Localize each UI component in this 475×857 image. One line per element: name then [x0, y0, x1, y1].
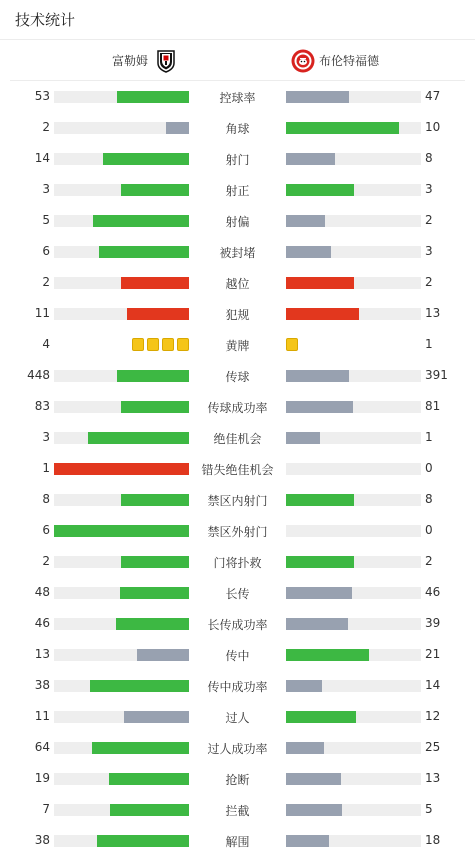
away-bar-track: [286, 401, 421, 413]
home-bar: [109, 773, 189, 785]
away-value: 13: [425, 306, 441, 320]
away-bar-track: [286, 91, 421, 103]
stat-label: 被封堵: [219, 246, 256, 260]
yellow-card-icon: [147, 338, 159, 351]
home-value: 5: [42, 213, 50, 227]
stat-row: [0, 268, 475, 299]
home-bar: [117, 370, 189, 382]
home-bar: [166, 122, 189, 134]
away-bar-track: [286, 649, 421, 661]
home-bar-track: [54, 122, 189, 134]
home-bar-track: [54, 432, 189, 444]
stat-label: 黄牌: [225, 339, 250, 353]
home-value: 13: [34, 647, 50, 661]
away-value: 10: [425, 120, 441, 134]
away-value: 46: [425, 585, 441, 599]
away-bar-track: [286, 370, 421, 382]
home-bar: [103, 153, 189, 165]
away-value: 0: [425, 461, 433, 475]
home-bar: [92, 742, 189, 754]
home-bar: [127, 308, 189, 320]
away-value: 2: [425, 213, 433, 227]
home-bar-track: [54, 742, 189, 754]
stat-label: 禁区外射门: [207, 525, 268, 539]
stat-row: [0, 764, 475, 795]
stat-row: [0, 671, 475, 702]
teams-header: [10, 40, 465, 81]
stat-row: [0, 454, 475, 485]
home-team[interactable]: [112, 48, 178, 73]
home-bar: [121, 184, 189, 196]
home-bar: [121, 401, 189, 413]
away-bar-track: [286, 432, 421, 444]
stat-label: 角球: [225, 122, 250, 136]
home-value: 448: [27, 368, 50, 382]
away-bar: [286, 246, 331, 258]
home-team-name: 富勒姆: [111, 54, 148, 68]
home-value: 53: [34, 89, 50, 103]
home-value: 8: [42, 492, 50, 506]
home-value: 3: [42, 182, 50, 196]
stat-row: [0, 206, 475, 237]
home-bar: [121, 556, 189, 568]
home-bar-track: [54, 401, 189, 413]
stat-row: [0, 516, 475, 547]
yellow-card-icon: [177, 338, 189, 351]
away-bar-track: [286, 835, 421, 847]
stat-row: [0, 702, 475, 733]
away-value: 2: [425, 554, 433, 568]
away-bar: [286, 556, 354, 568]
home-value: 7: [42, 802, 50, 816]
away-value: 81: [425, 399, 441, 413]
away-bar-track: [286, 215, 421, 227]
home-value: 38: [34, 833, 50, 847]
away-bar: [286, 680, 322, 692]
stat-label: 门将扑救: [213, 556, 262, 570]
away-bar: [286, 742, 324, 754]
away-value: 13: [425, 771, 441, 785]
away-bar-track: [286, 742, 421, 754]
home-value: 1: [42, 461, 50, 475]
away-bar: [286, 277, 354, 289]
away-bar: [286, 773, 341, 785]
away-bar-track: [286, 773, 421, 785]
away-bar: [286, 91, 349, 103]
stat-row: [0, 113, 475, 144]
away-bar: [286, 804, 342, 816]
away-bar-track: [286, 184, 421, 196]
stat-label: 抢断: [225, 773, 250, 787]
home-bar-track: [54, 649, 189, 661]
yellow-card-icon: [132, 338, 144, 351]
away-value: 0: [425, 523, 433, 537]
away-value: 39: [425, 616, 441, 630]
stat-row: [0, 392, 475, 423]
away-bar-track: [286, 556, 421, 568]
away-bar: [286, 184, 354, 196]
away-value: 2: [425, 275, 433, 289]
home-bar: [120, 587, 189, 599]
stat-row: [0, 547, 475, 578]
stat-label: 越位: [225, 277, 250, 291]
home-value: 3: [42, 430, 50, 444]
stat-label: 射正: [225, 184, 250, 198]
stat-row: [0, 361, 475, 392]
stat-row: [0, 299, 475, 330]
away-value: 8: [425, 492, 433, 506]
away-team[interactable]: [291, 48, 379, 73]
stat-label: 禁区内射门: [207, 494, 268, 508]
home-bar-track: [54, 680, 189, 692]
away-bar: [286, 618, 348, 630]
away-bar: [286, 153, 335, 165]
stat-row: [0, 237, 475, 268]
away-bar: [286, 649, 369, 661]
home-bar-track: [54, 463, 189, 475]
away-bar-track: [286, 246, 421, 258]
home-value: 83: [34, 399, 50, 413]
stat-label: 传球: [225, 370, 250, 384]
stat-label: 长传成功率: [207, 618, 268, 632]
home-bar: [88, 432, 189, 444]
stat-label: 犯规: [225, 308, 250, 322]
away-value: 25: [425, 740, 441, 754]
stat-row: [0, 640, 475, 671]
home-value: 19: [34, 771, 50, 785]
away-value: 21: [425, 647, 441, 661]
home-bar-track: [54, 370, 189, 382]
stat-row: [0, 423, 475, 454]
home-bar: [99, 246, 189, 258]
away-bar: [286, 432, 320, 444]
home-bar: [54, 463, 189, 475]
stat-label: 控球率: [219, 91, 256, 105]
fulham-crest-icon: [154, 49, 178, 73]
away-bar: [286, 835, 329, 847]
away-value: 12: [425, 709, 441, 723]
home-bar-track: [54, 525, 189, 537]
home-bar-track: [54, 277, 189, 289]
away-bar-track: [286, 153, 421, 165]
stat-row: [0, 826, 475, 857]
stat-label: 拦截: [225, 804, 250, 818]
away-team-name: 布伦特福德: [319, 54, 380, 68]
yellow-card-icon: [286, 338, 298, 351]
away-bar: [286, 122, 399, 134]
away-bar-track: [286, 122, 421, 134]
home-bar: [121, 277, 189, 289]
home-value: 2: [42, 554, 50, 568]
stat-label: 传中: [225, 649, 250, 663]
away-value: 47: [425, 89, 441, 103]
home-bar-track: [54, 494, 189, 506]
home-bar-track: [54, 587, 189, 599]
stat-row: [0, 82, 475, 113]
away-bar-track: [286, 494, 421, 506]
home-value: 11: [34, 709, 50, 723]
stat-row: [0, 485, 475, 516]
away-value: 5: [425, 802, 433, 816]
home-value: 48: [34, 585, 50, 599]
home-bar: [97, 835, 189, 847]
stat-row: [0, 609, 475, 640]
away-bar-track: [286, 277, 421, 289]
yellow-card-icon: [162, 338, 174, 351]
home-bar: [137, 649, 189, 661]
away-bar-track: [286, 525, 421, 537]
stats-list: [0, 82, 475, 857]
away-bar-track: [286, 308, 421, 320]
away-bar-track: [286, 804, 421, 816]
home-bar-track: [54, 804, 189, 816]
home-bar: [124, 711, 189, 723]
away-value: 1: [425, 337, 433, 351]
away-value: 18: [425, 833, 441, 847]
away-value: 14: [425, 678, 441, 692]
stat-label: 传中成功率: [207, 680, 268, 694]
home-bar-track: [54, 153, 189, 165]
home-bar-track: [54, 215, 189, 227]
home-value: 11: [34, 306, 50, 320]
home-bar: [90, 680, 189, 692]
away-value: 1: [425, 430, 433, 444]
stat-row: [0, 144, 475, 175]
home-value: 2: [42, 120, 50, 134]
away-value: 3: [425, 182, 433, 196]
home-bar-track: [54, 711, 189, 723]
away-bar-track: [286, 587, 421, 599]
stat-row: [0, 795, 475, 826]
home-bar-track: [54, 618, 189, 630]
home-bar-track: [54, 91, 189, 103]
stat-label: 长传: [225, 587, 250, 601]
away-bar: [286, 215, 325, 227]
home-bar: [93, 215, 189, 227]
home-bar-track: [54, 773, 189, 785]
stat-row: [0, 330, 475, 361]
stat-label: 错失绝佳机会: [201, 463, 274, 477]
stat-label: 射门: [225, 153, 250, 167]
away-bar: [286, 494, 354, 506]
stat-label: 绝佳机会: [213, 432, 262, 446]
home-value: 64: [34, 740, 50, 754]
away-value: 8: [425, 151, 433, 165]
home-value: 38: [34, 678, 50, 692]
home-bar-track: [54, 556, 189, 568]
home-bar: [121, 494, 189, 506]
home-bar-track: [54, 246, 189, 258]
home-yellow-cards: [132, 338, 189, 351]
stat-row: [0, 175, 475, 206]
stat-label: 传球成功率: [207, 401, 268, 415]
away-yellow-cards: [286, 338, 298, 351]
away-bar: [286, 587, 352, 599]
home-bar-track: [54, 184, 189, 196]
stat-label: 解围: [225, 835, 250, 849]
home-bar: [117, 91, 189, 103]
home-value: 6: [42, 523, 50, 537]
home-bar: [116, 618, 189, 630]
stat-row: [0, 578, 475, 609]
home-value: 2: [42, 275, 50, 289]
stat-label: 射偏: [225, 215, 250, 229]
away-bar: [286, 370, 349, 382]
stat-label: 过人: [225, 711, 250, 725]
section-title: 技术统计: [15, 11, 76, 29]
stat-label: 过人成功率: [207, 742, 268, 756]
stat-row: [0, 733, 475, 764]
away-value: 3: [425, 244, 433, 258]
home-value: 46: [34, 616, 50, 630]
home-value: 14: [34, 151, 50, 165]
away-bar-track: [286, 618, 421, 630]
home-value: 6: [42, 244, 50, 258]
home-bar-track: [54, 835, 189, 847]
section-header: [0, 0, 475, 40]
home-bar: [110, 804, 189, 816]
away-bar: [286, 711, 356, 723]
away-bar-track: [286, 680, 421, 692]
away-bar-track: [286, 711, 421, 723]
away-bar-track: [286, 463, 421, 475]
home-value: 4: [42, 337, 50, 351]
home-bar: [54, 525, 189, 537]
brentford-crest-icon: [291, 49, 315, 73]
away-bar: [286, 308, 359, 320]
home-bar-track: [54, 308, 189, 320]
away-bar: [286, 401, 353, 413]
away-value: 391: [425, 368, 448, 382]
